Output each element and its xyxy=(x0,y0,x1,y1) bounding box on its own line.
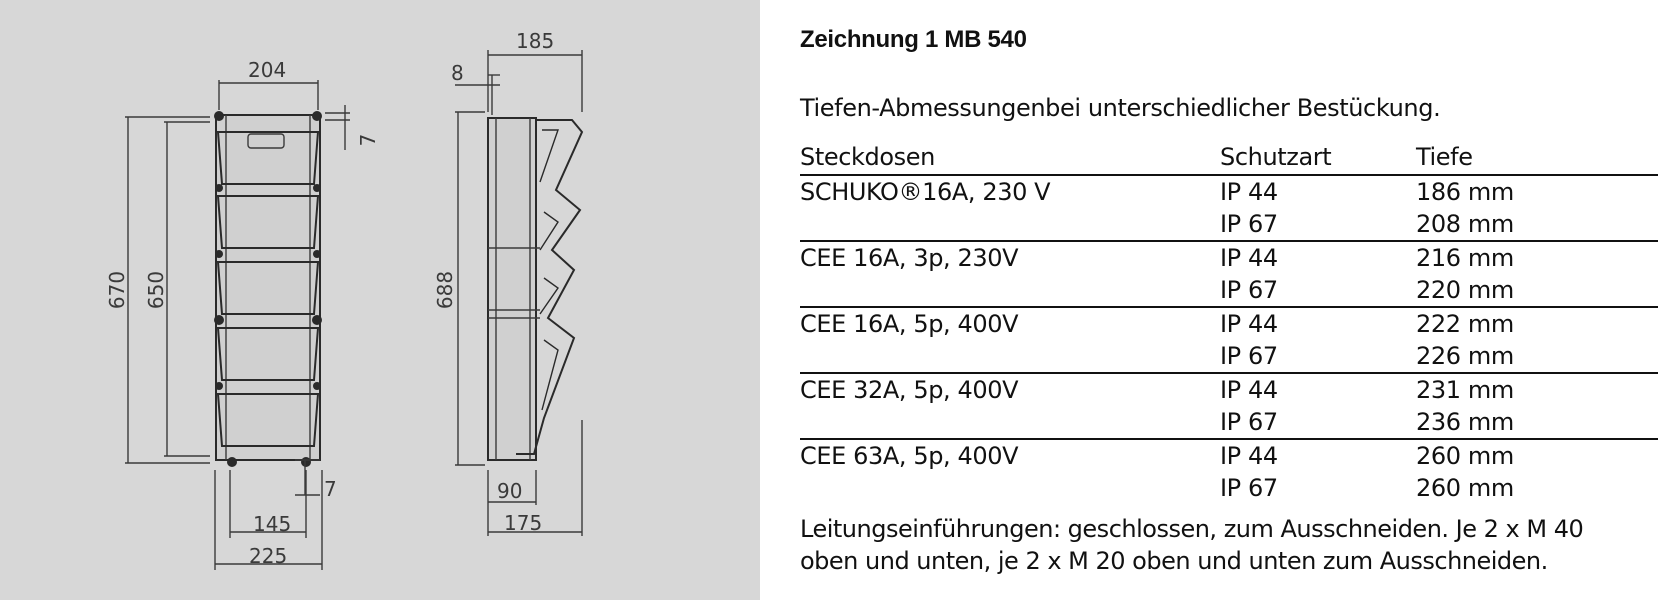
depth-value: 216 mm xyxy=(1416,244,1514,272)
depth-value: 260 mm xyxy=(1416,442,1514,470)
technical-drawing-panel xyxy=(0,0,760,600)
table-row xyxy=(800,406,1658,438)
depth-value: 226 mm xyxy=(1416,342,1514,370)
depth-value: 208 mm xyxy=(1416,210,1514,238)
depth-value: 260 mm xyxy=(1416,474,1514,502)
table-row xyxy=(800,472,1658,504)
table-row xyxy=(800,306,1658,340)
table-row xyxy=(800,208,1658,240)
socket-type: CEE 32A, 5p, 400V xyxy=(800,376,1019,404)
spec-panel xyxy=(800,0,1659,600)
socket-type: CEE 63A, 5p, 400V xyxy=(800,442,1019,470)
dim-front-height-inner: 650 xyxy=(144,270,168,310)
side-view xyxy=(455,50,582,536)
depth-table xyxy=(800,141,1658,504)
protection-class: IP 44 xyxy=(1220,376,1278,404)
note-line-1: Leitungseinführungen: geschlossen, zum Ausschneiden. Je 2 x M 40 xyxy=(800,515,1584,543)
depth-value: 220 mm xyxy=(1416,276,1514,304)
dim-side-top-offset: 8 xyxy=(451,61,464,85)
dim-front-top-offset: 7 xyxy=(356,133,380,147)
protection-class: IP 67 xyxy=(1220,276,1278,304)
table-row xyxy=(800,438,1658,472)
socket-type: CEE 16A, 3p, 230V xyxy=(800,244,1019,272)
table-row xyxy=(800,372,1658,406)
protection-class: IP 67 xyxy=(1220,408,1278,436)
column-header-protection: Schutzart xyxy=(1220,143,1332,171)
table-header-row xyxy=(800,141,1658,176)
protection-class: IP 44 xyxy=(1220,442,1278,470)
table-row xyxy=(800,274,1658,306)
dim-front-height-outer: 670 xyxy=(105,270,129,310)
dim-front-bottom-outer-width: 225 xyxy=(249,544,288,568)
protection-class: IP 44 xyxy=(1220,310,1278,338)
protection-class: IP 44 xyxy=(1220,178,1278,206)
protection-class: IP 67 xyxy=(1220,342,1278,370)
cable-entry-note xyxy=(800,513,1659,577)
dim-front-bottom-offset: 7 xyxy=(324,477,337,501)
page-title: Zeichnung 1 MB 540 xyxy=(800,26,1027,53)
dim-front-bottom-inner-width: 145 xyxy=(253,512,292,536)
dim-front-top-width: 204 xyxy=(248,58,287,82)
column-header-sockets: Steckdosen xyxy=(800,143,935,171)
depth-value: 186 mm xyxy=(1416,178,1514,206)
table-row xyxy=(800,176,1658,208)
protection-class: IP 67 xyxy=(1220,210,1278,238)
dim-side-bottom-outer: 175 xyxy=(504,511,543,535)
socket-type: CEE 16A, 5p, 400V xyxy=(800,310,1019,338)
technical-drawing xyxy=(0,0,760,600)
column-header-depth: Tiefe xyxy=(1416,143,1473,171)
dim-side-height: 688 xyxy=(433,270,457,310)
dim-side-top-width: 185 xyxy=(516,29,555,53)
table-caption: Tiefen-Abmessungenbei unterschiedlicher Bestückung. xyxy=(800,94,1441,122)
dim-side-bottom-inner: 90 xyxy=(497,479,523,503)
protection-class: IP 67 xyxy=(1220,474,1278,502)
note-line-2: oben und unten, je 2 x M 20 oben und unten zum Ausschneiden. xyxy=(800,547,1548,575)
socket-type: SCHUKO®16A, 230 V xyxy=(800,178,1051,206)
depth-value: 222 mm xyxy=(1416,310,1514,338)
depth-value: 236 mm xyxy=(1416,408,1514,436)
protection-class: IP 44 xyxy=(1220,244,1278,272)
front-view xyxy=(125,80,350,570)
table-row xyxy=(800,340,1658,372)
table-row xyxy=(800,240,1658,274)
depth-value: 231 mm xyxy=(1416,376,1514,404)
